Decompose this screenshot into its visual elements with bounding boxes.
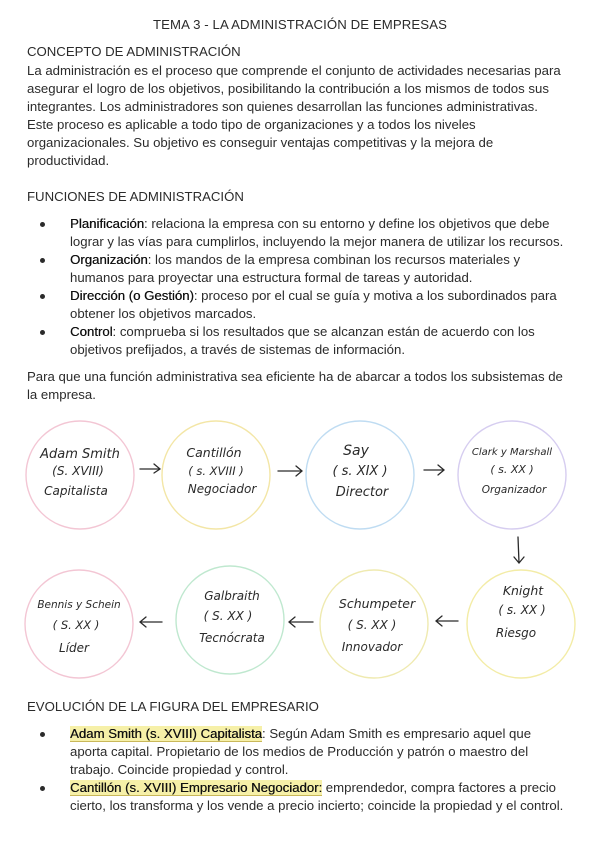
node-century: ( s. XX ) [490, 463, 534, 476]
node-century: ( s. XX ) [498, 603, 546, 617]
function-text: lograr y las vías para cumplirlos, incluyendo la mejor manera de utilizar los recursos. [70, 234, 564, 249]
node-name: Say [343, 443, 369, 459]
function-text: : comprueba si los resultados que se alcanzan están de acuerdo con los [112, 324, 535, 339]
node-name: Bennis y Schein [37, 599, 121, 611]
concept-paragraph [27, 62, 577, 170]
node-name: Schumpeter [338, 596, 416, 611]
evolution-text: emprendedor, compra factores a precio [322, 780, 556, 795]
evolution-list [27, 725, 577, 815]
circle-node [26, 421, 134, 529]
function-term: Planificación [70, 216, 145, 231]
function-text: : proceso por el cual se guía y motiva a los subordinados para [193, 288, 557, 303]
page-title: TEMA 3 - LA ADMINISTRACIÓN DE EMPRESAS [153, 17, 447, 32]
function-text: : los mandos de la empresa combinan los recursos materiales y [147, 252, 521, 267]
node-role: Innovador [341, 640, 403, 654]
node-role: Riesgo [495, 626, 537, 640]
node-century: ( S. XX ) [52, 618, 100, 632]
evolution-heading: EVOLUCIÓN DE LA FIGURA DEL EMPRESARIO [27, 699, 319, 714]
function-text: obtener los objetivos marcados. [70, 306, 257, 321]
evolution-term: Adam Smith (s. XVIII) Capitalista [70, 726, 263, 741]
circle-node [320, 570, 428, 678]
function-text: objetivos prefijados, a través de sistemas de información. [70, 342, 405, 357]
concept-line: Este proceso es aplicable a todo tipo de organizaciones y a todos los niveles [27, 117, 476, 132]
bullet-icon [40, 222, 45, 227]
arrow-right-icon [278, 466, 302, 476]
closing-line: la empresa. [27, 387, 96, 402]
diagram-canvas [0, 415, 600, 695]
concept-line: productividad. [27, 153, 110, 168]
node-name: Clark y Marshall [471, 447, 553, 458]
circle-node [467, 570, 575, 678]
arrow-left-icon [436, 616, 458, 626]
node-name: Cantillón [186, 445, 242, 460]
bullet-icon [40, 294, 45, 299]
evolution-text: : Según Adam Smith es empresario aquel que [262, 726, 532, 741]
functions-closing [27, 368, 577, 404]
circle-node [25, 570, 133, 678]
circle-node [176, 566, 284, 674]
circle-node [162, 421, 270, 529]
arrow-down-icon [514, 537, 524, 563]
evolution-term: Cantillón (s. XVIII) Empresario Negociador: [70, 780, 323, 795]
bullet-icon [40, 786, 45, 791]
list-item [27, 779, 577, 815]
function-term: Dirección (o Gestión) [70, 288, 194, 303]
evolution-text: cierto, los transforma y los vende a precio incierto; coincide la propiedad y el control. [70, 798, 564, 813]
node-role: Líder [59, 641, 89, 655]
concept-line: La administración es el proceso que comprende el conjunto de actividades necesarias para [27, 63, 561, 78]
function-text: : relaciona la empresa con su entorno y define los objetivos que debe [144, 216, 550, 231]
node-name: Adam Smith [40, 447, 120, 462]
concept-line: integrantes. Los administradores son quienes desarrollan las funciones administrativas. [27, 99, 538, 114]
functions-heading: FUNCIONES DE ADMINISTRACIÓN [27, 189, 244, 204]
arrow-right-icon [424, 465, 444, 475]
function-term: Control [70, 324, 113, 339]
node-century: ( S. XX ) [203, 609, 253, 623]
closing-line: Para que una función administrativa sea eficiente ha de abarcar a todos los subsistemas de [27, 369, 563, 384]
node-name: Galbraith [204, 589, 260, 603]
list-item [27, 725, 577, 779]
arrow-left-icon [289, 617, 313, 627]
bullet-icon [40, 330, 45, 335]
concept-line: organizacionales. Su objetivo es conseguir ventajas competitivas y la mejora de [27, 135, 494, 150]
evolution-text: aporta capital. Propietario de los medios de Producción y patrón o maestro del [70, 744, 529, 759]
node-century: ( s. XVIII ) [188, 464, 244, 478]
node-role: Tecnócrata [199, 631, 265, 645]
node-name: Knight [502, 583, 544, 598]
list-item [27, 323, 577, 359]
bullet-icon [40, 732, 45, 737]
function-term: Organización [70, 252, 148, 267]
list-item [27, 215, 577, 251]
node-role: Director [335, 485, 389, 500]
arrow-right-icon [140, 464, 160, 473]
concept-line: asegurar el logro de los objetivos, posibilitando la contribución a los mismos de todos sus [27, 81, 549, 96]
circle-node [306, 421, 414, 529]
evolution-text: trabajo. Coincide propiedad y control. [70, 762, 289, 777]
circle-node [458, 421, 566, 529]
concept-heading: CONCEPTO DE ADMINISTRACIÓN [27, 44, 241, 59]
arrow-left-icon [140, 617, 162, 627]
function-text: humanos para proyectar una estructura formal de tareas y autoridad. [70, 270, 473, 285]
entrepreneur-evolution-diagram [0, 415, 600, 695]
node-century: (S. XVIII) [52, 464, 104, 478]
node-century: ( S. XX ) [347, 618, 397, 632]
node-century: ( s. XIX ) [332, 464, 388, 479]
list-item [27, 287, 577, 323]
node-role: Negociador [187, 482, 257, 496]
bullet-icon [40, 258, 45, 263]
node-role: Capitalista [44, 484, 108, 498]
functions-list [27, 215, 577, 359]
node-role: Organizador [481, 484, 547, 496]
list-item [27, 251, 577, 287]
